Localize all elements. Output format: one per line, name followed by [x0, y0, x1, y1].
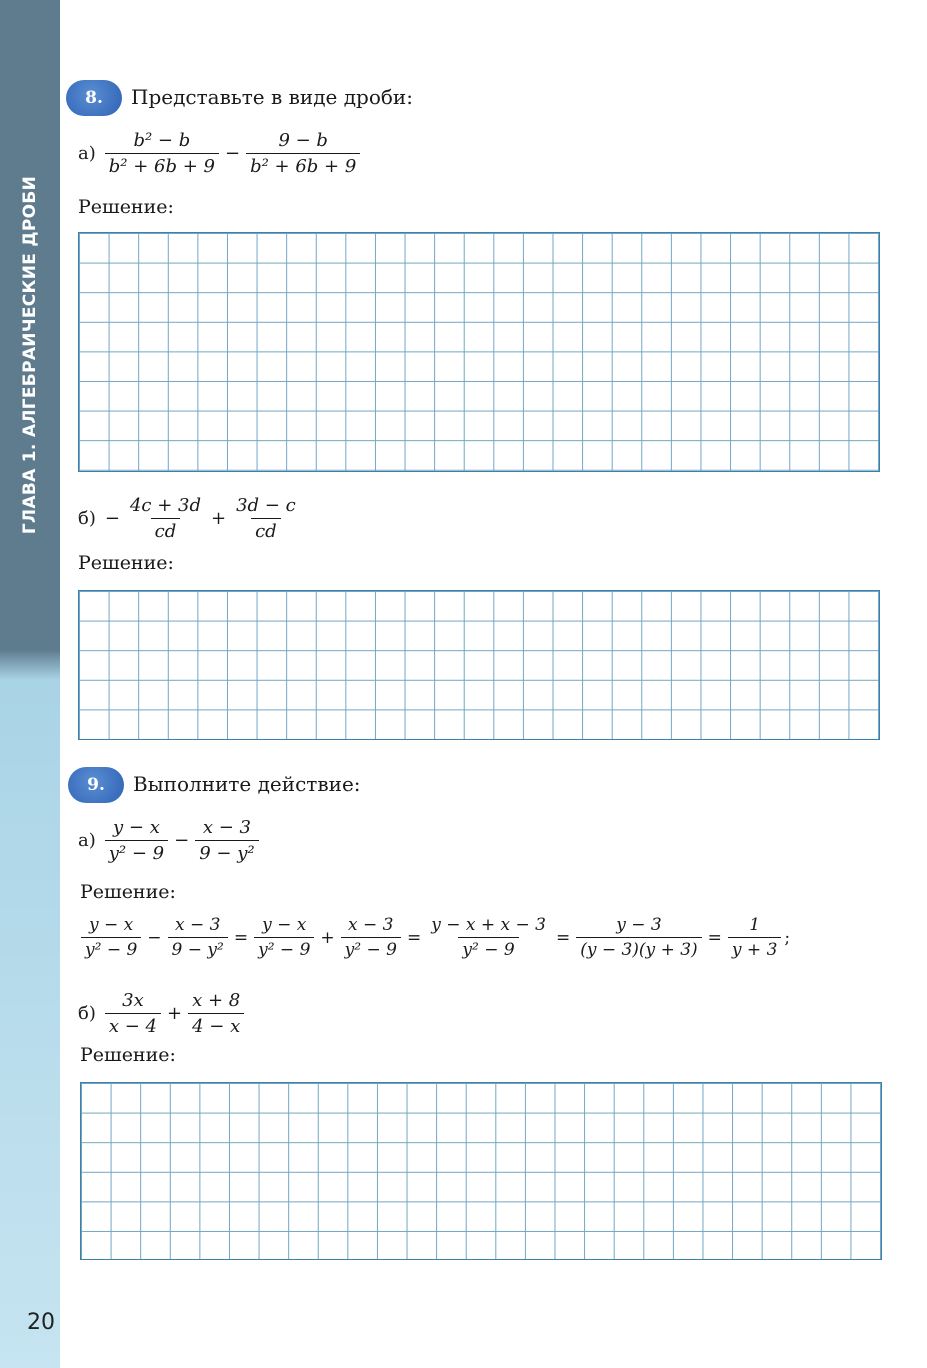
task-8a-expression: а) $\frac{\text{b² − b}}{\text{b² + 6b + 9}}$ − $\frac{9 - b}{\text{b² + 6b + 9}}$ — [78, 130, 363, 177]
fraction: $\frac{\text{b² − b}}{\text{b² + 6b + 9}}$ — [105, 130, 219, 177]
solution-label: Решение: — [78, 552, 174, 574]
answer-grid[interactable] — [78, 590, 880, 740]
fraction: $\frac{1}{y + 3}$ — [728, 915, 781, 960]
task-8-badge: 8. — [66, 80, 122, 116]
task-9-title: Выполните действие: — [133, 772, 361, 796]
fraction: $\frac{y - x + x - 3}{\text{y² − 9}}$ — [431, 915, 546, 960]
fraction: $\frac{y - 3}{(y - 3)(y + 3)}$ — [576, 915, 701, 960]
answer-grid[interactable] — [78, 232, 880, 472]
fraction: $\frac{y - x}{\text{y² − 9}}$ — [105, 817, 168, 864]
fraction: $\frac{x - 3}{\text{y² − 9}}$ — [341, 915, 401, 960]
task-9b-label: б) — [78, 1003, 96, 1024]
task-9b-expression: б) $\frac{3x}{x - 4}$ + $\frac{x + 8}{4 - x}$ — [78, 990, 247, 1037]
task-9-badge: 9. — [68, 767, 124, 803]
fraction: $\frac{9 - b}{\text{b² + 6b + 9}}$ — [246, 130, 360, 177]
fraction: $\frac{3d - c}{cd}$ — [236, 495, 296, 542]
task-9a-label: а) — [78, 830, 96, 851]
task-9a-solution: $\frac{y - x}{\text{y² − 9}}$ − $\frac{x - 3}{\text{9 − y²}}$ = $\frac{y - x}{\text{y² − 9}}$ + $\frac{x - 3}{\text{y² − 9}}$ = $\frac{y - x + x - 3}{\text{y² − 9}}$ = $\frac{y - 3}{(y - 3)(y + 3)}$ = $\frac{1}{y + 3}$ ; — [78, 915, 790, 960]
task-8b-label: б) — [78, 508, 96, 529]
fraction: $\frac{3x}{x - 4}$ — [105, 990, 161, 1037]
page-number: 20 — [27, 1310, 55, 1335]
answer-grid[interactable] — [80, 1082, 882, 1260]
fraction: $\frac{y - x}{\text{y² − 9}}$ — [254, 915, 314, 960]
chapter-title: ГЛАВА 1. АЛГЕБРАИЧЕСКИЕ ДРОБИ — [20, 175, 40, 535]
solution-label: Решение: — [78, 196, 174, 218]
fraction: $\frac{x - 3}{\text{9 − y²}}$ — [168, 915, 228, 960]
solution-label: Решение: — [80, 881, 176, 903]
task-8-title: Представьте в виде дроби: — [131, 85, 413, 109]
fraction: $\frac{4c + 3d}{cd}$ — [129, 495, 201, 542]
fraction: $\frac{x - 3}{\text{9 − y²}}$ — [195, 817, 258, 864]
solution-label: Решение: — [80, 1044, 176, 1066]
fraction: $\frac{x + 8}{4 - x}$ — [188, 990, 244, 1037]
task-9a-expression: а) $\frac{y - x}{\text{y² − 9}}$ − $\frac{x - 3}{\text{9 − y²}}$ — [78, 817, 262, 864]
chapter-sidebar — [0, 0, 60, 1368]
task-8a-label: а) — [78, 143, 96, 164]
fraction: $\frac{y - x}{\text{y² − 9}}$ — [81, 915, 141, 960]
task-8b-expression: б) − $\frac{4c + 3d}{cd}$ + $\frac{3d - c}{cd}$ — [78, 495, 303, 542]
